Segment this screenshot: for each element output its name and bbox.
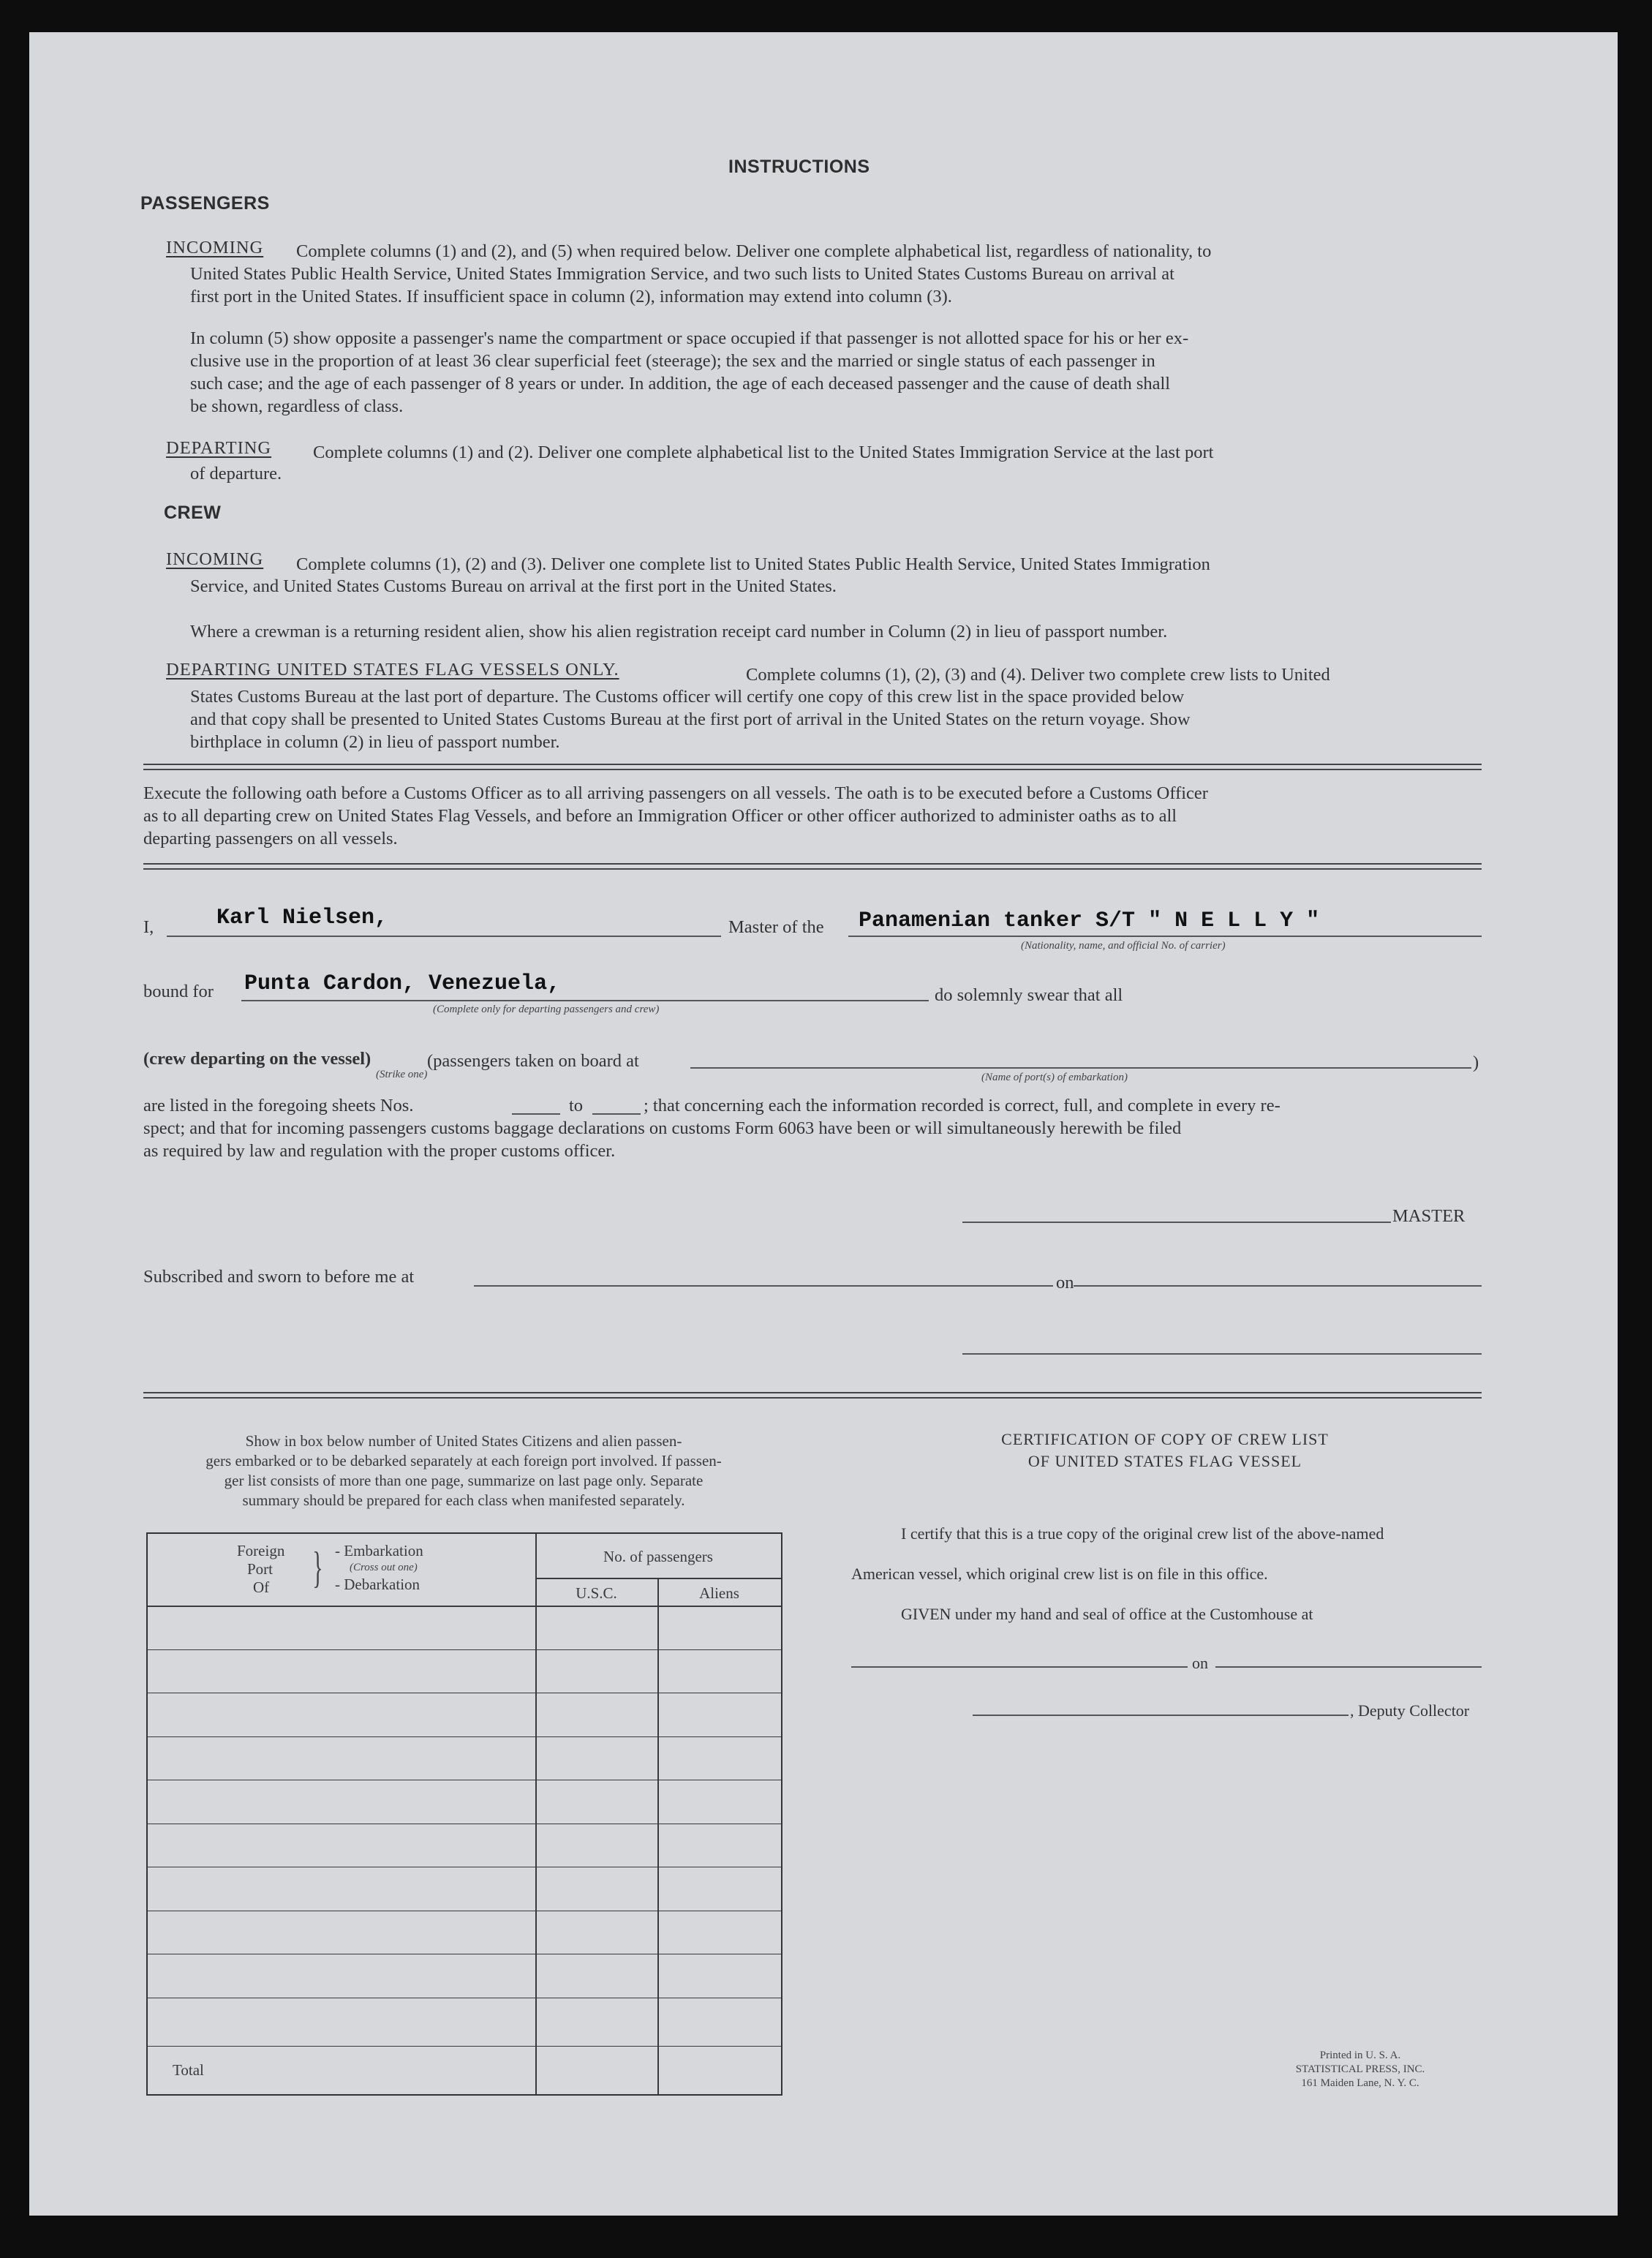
listed-text-3: as required by law and regulation with the proper customs officer. xyxy=(143,1141,616,1161)
no-passengers-header: No. of passengers xyxy=(603,1548,713,1565)
printer-line-2: STATISTICAL PRESS, INC. xyxy=(1295,2063,1425,2075)
vessel-field[interactable]: Panamenian tanker S/T " N E L L Y " xyxy=(859,908,1320,933)
crew-incoming-text-1: Complete columns (1), (2) and (3). Deliver one complete list to United States Public Health Service, United States Immigration xyxy=(296,554,1210,574)
sworn-date-line[interactable] xyxy=(1074,1285,1482,1287)
oath-intro-1: Execute the following oath before a Customs Officer as to all arriving passengers on all vessels. The oath is to be executed before a Customs Officer xyxy=(143,783,1208,803)
master-signature-line[interactable] xyxy=(962,1222,1391,1223)
crew-heading: CREW xyxy=(164,503,222,523)
debarkation-label: - Debarkation xyxy=(335,1576,420,1593)
port-label: Port xyxy=(247,1560,274,1578)
sheet-to-line[interactable] xyxy=(592,1113,641,1115)
printer-line-1: Printed in U. S. A. xyxy=(1319,2050,1401,2061)
customhouse-line[interactable] xyxy=(851,1666,1188,1668)
listed-text-1a: are listed in the foregoing sheets Nos. xyxy=(143,1096,414,1115)
column5-text-1: In column (5) show opposite a passenger's name the compartment or space occupied if that passenger is not allotted space for his or her ex- xyxy=(190,328,1189,348)
embarkation-label: - Embarkation xyxy=(335,1542,423,1559)
certification-title-1: CERTIFICATION OF COPY OF CREW LIST xyxy=(1001,1430,1329,1448)
swear-text: do solemnly swear that all xyxy=(935,985,1123,1005)
crew-incoming-label: INCOMING xyxy=(166,549,264,569)
master-of-the-label: Master of the xyxy=(728,917,824,937)
vessel-caption: (Nationality, name, and official No. of carrier) xyxy=(1021,940,1226,952)
passengers-incoming-text-1: Complete columns (1) and (2), and (5) when required below. Deliver one complete alphabetical list, regardless of nationality, to xyxy=(296,241,1212,261)
vessel-line[interactable] xyxy=(848,936,1482,937)
table-column-divider xyxy=(657,1578,659,2094)
close-paren: ) xyxy=(1473,1053,1479,1072)
certification-date-line[interactable] xyxy=(1215,1666,1482,1668)
instructions-title: INSTRUCTIONS xyxy=(728,157,870,177)
oath-intro-2: as to all departing crew on United States Flag Vessels, and before an Immigration Officer or other officer authorized to administer oaths as to all xyxy=(143,806,1177,826)
passengers-departing-text-2: of departure. xyxy=(190,464,282,483)
table-header-bottom xyxy=(148,1606,781,1607)
given-text: GIVEN under my hand and seal of office at the Customhouse at xyxy=(901,1605,1313,1623)
passengers-departing-label: DEPARTING xyxy=(166,438,272,458)
strike-one-caption: (Strike one) xyxy=(376,1069,428,1080)
sworn-on-label: on xyxy=(1056,1273,1074,1292)
passengers-taken-option[interactable]: (passengers taken on board at xyxy=(427,1051,639,1071)
certify-text-1: I certify that this is a true copy of the original crew list of the above-named xyxy=(901,1524,1384,1543)
departing-us-flag-label: DEPARTING UNITED STATES FLAG VESSELS ONLY. xyxy=(166,660,619,680)
sheet-from-line[interactable] xyxy=(512,1113,560,1115)
officer-signature-line[interactable] xyxy=(962,1353,1482,1355)
destination-caption: (Complete only for departing passengers and crew) xyxy=(433,1004,660,1015)
table-row-line xyxy=(148,1649,781,1650)
master-label: MASTER xyxy=(1392,1206,1466,1226)
crew-departing-text-3: and that copy shall be presented to United States Customs Bureau at the first port of arrival in the United States on the return voyage. Show xyxy=(190,710,1191,729)
crew-departing-text-2: States Customs Bureau at the last port of departure. The Customs officer will certify one copy of this crew list in the space provided below xyxy=(190,687,1185,707)
port-caption: (Name of port(s) of embarkation) xyxy=(981,1072,1128,1083)
column5-text-3: such case; and the age of each passenger of 8 years or under. In addition, the age of each deceased passenger and the cause of death shall xyxy=(190,374,1171,394)
passengers-incoming-label: INCOMING xyxy=(166,238,264,257)
table-header-divider xyxy=(535,1578,781,1579)
listed-text-2: spect; and that for incoming passengers customs baggage declarations on customs Form 6063 have been or will simultaneously herewith be filed xyxy=(143,1118,1182,1138)
certification-on-label: on xyxy=(1192,1654,1208,1672)
column5-text-2: clusive use in the proportion of at least 36 clear superficial feet (steerage); the sex and the married or single status of each passenger in xyxy=(190,351,1155,371)
brace-icon: } xyxy=(312,1543,323,1592)
table-row-line xyxy=(148,1736,781,1737)
destination-field[interactable]: Punta Cardon, Venezuela, xyxy=(244,971,561,996)
passengers-departing-text-1: Complete columns (1) and (2). Deliver one complete alphabetical list to the United States Immigration Service at the last port xyxy=(313,443,1214,462)
embarkation-port-line[interactable] xyxy=(690,1067,1471,1069)
foreign-label: Foreign xyxy=(237,1542,285,1559)
summary-intro-4: summary should be prepared for each class when manifested separately. xyxy=(242,1491,685,1509)
master-name-field[interactable]: Karl Nielsen, xyxy=(216,906,388,930)
passengers-heading: PASSENGERS xyxy=(140,193,270,214)
printer-imprint xyxy=(1243,2049,1477,2090)
passenger-summary-table xyxy=(146,1532,782,2096)
usc-header: U.S.C. xyxy=(576,1584,617,1602)
certification-title-2: OF UNITED STATES FLAG VESSEL xyxy=(1027,1452,1302,1470)
aliens-header: Aliens xyxy=(699,1584,739,1602)
total-label: Total xyxy=(173,2061,204,2079)
deputy-signature-line[interactable] xyxy=(973,1715,1349,1716)
certify-text-2: American vessel, which original crew list is on file in this office. xyxy=(851,1565,1268,1583)
summary-intro-2: gers embarked or to be debarked separately at each foreign port involved. If passen- xyxy=(205,1452,722,1469)
bound-for-label: bound for xyxy=(143,982,214,1001)
passengers-incoming-text-2: United States Public Health Service, United States Immigration Service, and two such lists to United States Customs Bureau on arrival at xyxy=(190,264,1174,284)
of-label: Of xyxy=(253,1578,270,1596)
summary-intro-3: ger list consists of more than one page, summarize on last page only. Separate xyxy=(224,1472,704,1489)
oath-intro-3: departing passengers on all vessels. xyxy=(143,829,398,848)
passengers-incoming-text-3: first port in the United States. If insufficient space in column (2), information may extend into column (3). xyxy=(190,287,952,306)
crew-resident-text: Where a crewman is a returning resident alien, show his alien registration receipt card number in Column (2) in lieu of passport number. xyxy=(190,622,1168,641)
column5-text-4: be shown, regardless of class. xyxy=(190,396,404,416)
cross-out-caption: (Cross out one) xyxy=(350,1562,418,1573)
crew-departing-text-1: Complete columns (1), (2), (3) and (4). Deliver two complete crew lists to United xyxy=(746,665,1330,685)
section-divider xyxy=(143,764,1482,770)
table-row-line xyxy=(148,2046,781,2047)
listed-text-1c: ; that concerning each the information recorded is correct, full, and complete in every re- xyxy=(644,1096,1281,1115)
section-divider xyxy=(143,1392,1482,1399)
destination-line[interactable] xyxy=(241,1000,929,1001)
sworn-place-line[interactable] xyxy=(474,1285,1053,1287)
deputy-collector-label: , Deputy Collector xyxy=(1350,1701,1470,1720)
section-divider xyxy=(143,863,1482,870)
printer-line-3: 161 Maiden Lane, N. Y. C. xyxy=(1301,2077,1419,2089)
crew-incoming-text-2: Service, and United States Customs Bureau on arrival at the first port in the United States. xyxy=(190,576,837,596)
oath-i-label: I, xyxy=(143,917,154,937)
summary-intro-1: Show in box below number of United States Citizens and alien passen- xyxy=(245,1432,682,1450)
crew-option-text: (crew departing on the vessel) xyxy=(143,1049,371,1069)
table-column-divider xyxy=(535,1534,537,2094)
crew-departing-option[interactable] xyxy=(143,1047,371,1070)
master-name-line[interactable] xyxy=(167,936,721,937)
subscribed-label: Subscribed and sworn to before me at xyxy=(143,1267,415,1287)
crew-departing-text-4: birthplace in column (2) in lieu of passport number. xyxy=(190,732,560,752)
listed-text-1b: to xyxy=(569,1096,584,1115)
